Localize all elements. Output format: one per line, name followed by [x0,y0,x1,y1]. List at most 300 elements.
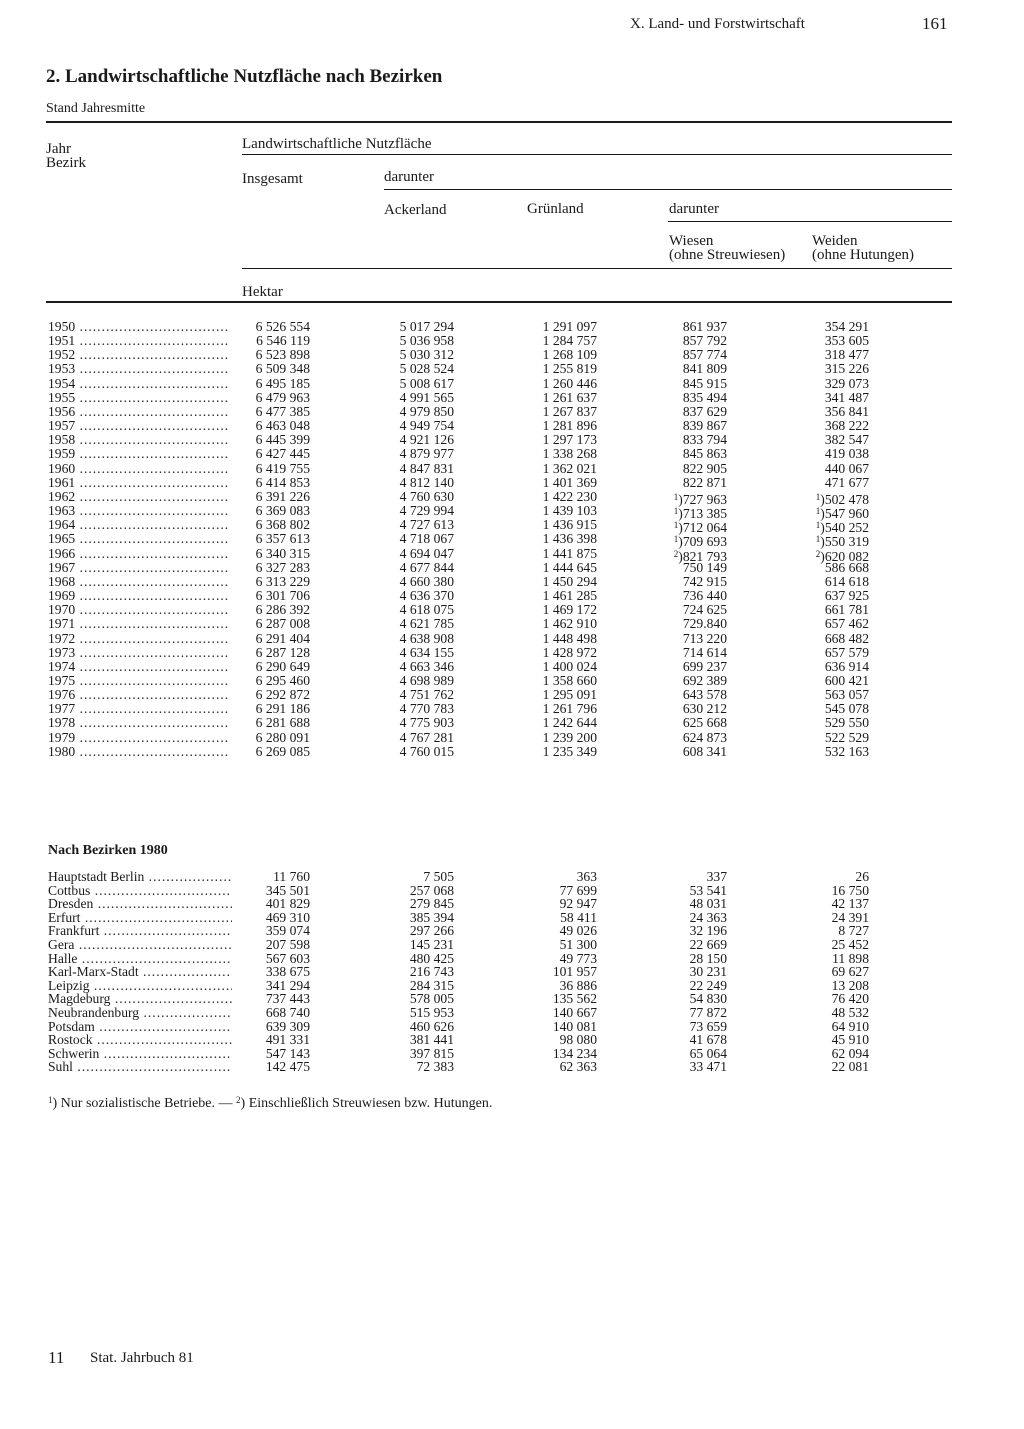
cell-value: 6 368 802 [255,517,310,533]
cell-insgesamt [256,660,310,674]
cell-value: 315 226 [824,361,869,377]
cell-value: 822 905 [682,460,727,476]
cell-insgesamt [256,320,310,334]
cell-value: 845 863 [682,446,727,462]
cell-value: 76 420 [831,991,869,1007]
cell-gruenland [543,320,597,334]
cell-value: 857 774 [682,347,727,363]
cell-ackerland [400,419,454,433]
cell-value: 550 319 [824,534,869,550]
cell-weiden [825,617,869,631]
cell-value: 668 482 [824,630,869,646]
cell-value: 5 008 617 [399,375,454,391]
cell-weiden [825,348,869,362]
cell-value: 1 284 757 [542,333,597,349]
cell-value: 4 621 785 [399,616,454,632]
cell-wiesen [683,433,727,447]
cell-weiden: $^1$)540 252 [815,520,869,536]
cell-ackerland [400,632,454,646]
cell-gruenland [543,674,597,688]
cell-gruenland [543,561,597,575]
cell-value: 4 638 908 [399,630,454,646]
cell-value: 4 760 630 [399,488,454,504]
cell-value: 26 [855,869,869,884]
cell-value: 724 625 [682,602,727,618]
cell-value: 5 017 294 [399,319,454,334]
cell-value: 30 231 [689,964,727,980]
row-label: Frankfurt ..... [48,924,232,938]
header-bottom-rule [46,301,952,303]
cell-wiesen [683,688,727,702]
cell-value: 6 495 185 [255,375,310,391]
cell-gruenland [543,490,597,504]
cell-weiden [825,731,869,745]
cell-gruenland [543,745,597,759]
row-label: Leipzig ..... [48,979,232,993]
cell-wiesen [683,561,727,575]
row-label: 1961 ..... [48,476,228,490]
cell-wiesen [683,617,727,631]
row-label: 1975 ..... [48,674,228,688]
row-label: 1973 ..... [48,646,228,660]
cell-wiesen [683,405,727,419]
cell-value: 1 469 172 [542,602,597,618]
cell-value: 835 494 [682,389,727,405]
cell-weiden [825,646,869,660]
cell-value: 6 290 649 [255,658,310,674]
cell-value: 6 463 048 [255,418,310,434]
row-label: 1950 ..... [48,320,228,334]
footnote-mark-2: 2 [236,1095,241,1105]
cell-value: 4 698 989 [399,673,454,688]
group-header: Landwirtschaftliche Nutzfläche [242,136,432,152]
cell-value: 742 915 [682,573,727,589]
cell-value: 1 448 498 [542,630,597,646]
cell-value: 547 960 [824,506,869,522]
cell-value: 1 267 837 [542,403,597,419]
row-label: Dresden ..... [48,897,232,911]
running-header-section: X. Land- und Forstwirtschaft [630,16,805,32]
cell-value: 713 220 [682,630,727,646]
cell-value: 1 401 369 [542,474,597,490]
cell-value: 5 028 524 [399,361,454,377]
row-label: Halle ..... [48,952,232,966]
publication-footer: Stat. Jahrbuch 81 [90,1350,194,1366]
footnote-ref: 1 [815,534,821,545]
cell-value: 563 057 [824,687,869,703]
cell-gruenland [543,462,597,476]
cell-value: 4 663 346 [399,658,454,674]
row-label: Schwerin ..... [48,1047,232,1061]
cell-wiesen [683,660,727,674]
cell-value: 4 677 844 [399,559,454,575]
cell-value: 845 915 [682,375,727,391]
cell-value: 4 618 075 [399,602,454,618]
col-header-gruenland: Grünland [527,201,584,217]
cell-value: 62 363 [559,1059,597,1075]
cell-value: 6 419 755 [255,460,310,476]
cell-value: 4 921 126 [399,432,454,448]
col-header-darunter: darunter [384,169,434,185]
cell-value: 469 310 [265,909,310,925]
cell-value: 363 [576,869,597,884]
cell-weiden [825,334,869,348]
cell-value: 657 579 [824,644,869,660]
cell-weiden: $^1$)550 319 [815,534,869,550]
cell-gruenland [543,603,597,617]
cell-value: 101 957 [552,964,597,980]
cell-value: 6 291 404 [255,630,310,646]
cell-weiden [825,320,869,334]
footnote-ref: 2 [673,548,679,559]
cell-value: 279 845 [409,896,454,912]
row-label: 1968 ..... [48,575,228,589]
cell-value: 586 668 [824,559,869,575]
cell-insgesamt [256,462,310,476]
row-label: Karl-Marx-Stadt ..... [48,965,232,979]
cell-wiesen [683,674,727,688]
cell-value: 6 327 283 [255,559,310,575]
footnote-ref: 1 [815,491,821,502]
cell-value: 28 150 [689,950,727,966]
row-label: Cottbus ..... [48,884,232,898]
cell-value: 460 626 [409,1018,454,1034]
cell-value: 1 461 285 [542,588,597,604]
unit-label: Hektar [242,284,283,300]
cell-value: 6 391 226 [255,488,310,504]
cell-value: 727 963 [682,491,727,507]
cell-value: 1 242 644 [542,715,597,731]
cell-value: 737 443 [265,991,310,1007]
cell-value: 337 [706,869,727,884]
col-header-insgesamt: Insgesamt [242,171,303,187]
row-label: 1964 ..... [48,518,228,532]
cell-value: 857 792 [682,333,727,349]
col-header-weiden: Weiden [812,233,858,249]
cell-value: 11 760 [273,869,310,884]
row-label: 1967 ..... [48,561,228,575]
footnote-mark-1: 1 [48,1095,53,1105]
cell-value: 329 073 [824,375,869,391]
row-label: 1954 ..... [48,377,228,391]
cell-value: 6 546 119 [256,333,310,349]
cell-value: 636 914 [824,658,869,674]
cell-value: 73 659 [689,1018,727,1034]
cell-wiesen [683,646,727,660]
cell-value: 4 694 047 [399,545,454,561]
footnote-ref: 1 [673,506,679,517]
cell-value: 529 550 [824,715,869,731]
cell-gruenland [543,377,597,391]
cell-insgesamt [256,490,310,504]
cell-wiesen [683,603,727,617]
cell-insgesamt [256,646,310,660]
cell-value: 471 677 [824,474,869,490]
cell-insgesamt [256,447,310,461]
cell-insgesamt [256,391,310,405]
cell-ackerland [400,334,454,348]
footnote-text-2: Einschließlich Streuwiesen bzw. Hutungen. [248,1096,493,1111]
cell-wiesen: $^2$)821 793 [673,548,727,564]
cell-value: 657 462 [824,616,869,632]
cell-ackerland [400,716,454,730]
header-darunter-rule [384,189,952,190]
cell-weiden [825,462,869,476]
cell-value: 1 255 819 [542,361,597,377]
footnote-ref: 1 [673,534,679,545]
cell-value: 6 340 315 [255,545,310,561]
cell-gruenland [543,419,597,433]
row-label: Suhl ..... [48,1060,232,1074]
cell-value: 6 357 613 [255,531,310,547]
cell-value: 216 743 [409,964,454,980]
cell-insgesamt [256,674,310,688]
cell-value: 6 313 229 [255,573,310,589]
cell-ackerland [400,561,454,575]
cell-ackerland [400,702,454,716]
cell-value: 692 389 [682,673,727,688]
cell-value: 1 268 109 [542,347,597,363]
cell-value: 624 873 [682,729,727,745]
cell-ackerland [400,504,454,518]
row-label: 1970 ..... [48,603,228,617]
col-header-weiden-sub: (ohne Hutungen) [812,247,915,263]
cell-value: 1 362 021 [542,460,597,476]
cell-value: 4 636 370 [399,588,454,604]
footnotes: $^1$) Nur sozialistische Betriebe. — $^2$) Einschließlich Streuwiesen bzw. Hutungen. [48,1095,493,1111]
cell-value: 4 770 783 [399,701,454,717]
cell-wiesen [683,348,727,362]
cell-value: 1 338 268 [542,446,597,462]
footnote-ref: 1 [815,506,821,517]
cell-value: 6 479 963 [255,389,310,405]
cell-wiesen: $^1$)712 064 [673,520,727,536]
row-label: 1979 ..... [48,731,228,745]
cell-value: 1 261 796 [542,701,597,717]
cell-insgesamt [256,603,310,617]
cell-value: 6 280 091 [255,729,310,745]
footnote-ref: 1 [673,520,679,531]
cell-gruenland [543,646,597,660]
cell-value: 341 487 [824,389,869,405]
cell-weiden [825,362,869,376]
cell-value: 480 425 [409,950,454,966]
cell-value: 381 441 [409,1032,454,1048]
cell-gruenland [543,504,597,518]
cell-value: 4 718 067 [399,531,454,547]
cell-weiden [825,603,869,617]
cell-value: 729.840 [682,616,727,632]
cell-ackerland [400,490,454,504]
cell-insgesamt [256,334,310,348]
col-header-darunter-2: darunter [669,201,719,217]
cell-wiesen [683,745,727,759]
cell-value: 25 452 [831,937,869,952]
cell-value: 385 394 [409,909,454,925]
cell-value: 1 400 024 [542,658,597,674]
cell-ackerland [400,646,454,660]
cell-value: 32 196 [689,923,727,939]
cell-value: 578 005 [409,991,454,1007]
cell-gruenland [543,632,597,646]
cell-value: 24 391 [831,909,869,925]
row-label: Gera ..... [48,938,232,952]
row-label: 1978 ..... [48,716,228,730]
cell-gruenland [560,1060,597,1074]
cell-insgesamt [256,419,310,433]
cell-wiesen [683,716,727,730]
cell-value: 6 414 853 [255,474,310,490]
cell-ackerland [400,745,454,759]
cell-value: 4 847 831 [399,460,454,476]
cell-ackerland [400,518,454,532]
table-subtitle: Stand Jahresmitte [46,101,146,116]
cell-value: 5 030 312 [399,347,454,363]
row-label: 1958 ..... [48,433,228,447]
row-label: Magdeburg ..... [48,992,232,1006]
cell-weiden [825,660,869,674]
cell-weiden: $^1$)547 960 [815,506,869,522]
stub-header-year: Jahr [46,141,71,157]
cell-value: 4 729 994 [399,503,454,519]
cell-insgesamt [256,716,310,730]
cell-value: 625 668 [682,715,727,731]
cell-value: 4 949 754 [399,418,454,434]
header-group-rule [242,154,952,155]
cell-ackerland [400,447,454,461]
cell-value: 567 603 [265,950,310,966]
cell-value: 69 627 [831,964,869,980]
cell-value: 6 523 898 [255,347,310,363]
cell-value: 4 991 565 [399,389,454,405]
cell-value: 1 450 294 [542,573,597,589]
cell-value: 11 898 [832,950,869,966]
cell-gruenland [543,731,597,745]
cell-gruenland [543,688,597,702]
footnote-ref: 1 [815,520,821,531]
cell-value: 297 266 [409,923,454,939]
cell-weiden: $^2$)620 082 [815,548,869,564]
cell-ackerland [400,320,454,334]
cell-value: 1 439 103 [542,503,597,519]
cell-value: 356 841 [824,403,869,419]
cell-value: 643 578 [682,687,727,703]
cell-ackerland [400,462,454,476]
cell-value: 6 369 083 [255,503,310,519]
cell-weiden [825,561,869,575]
cell-gruenland [543,660,597,674]
cell-value: 6 286 392 [255,602,310,618]
cell-value: 65 064 [689,1045,727,1061]
cell-value: 1 260 446 [542,375,597,391]
cell-wiesen: $^1$)713 385 [673,506,727,522]
cell-value: 382 547 [824,432,869,448]
cell-ackerland [400,405,454,419]
cell-insgesamt [256,532,310,546]
cell-insgesamt [256,575,310,589]
cell-value: 77 872 [689,1005,727,1020]
cell-ackerland [400,688,454,702]
row-label: Erfurt ..... [48,911,232,925]
cell-wiesen [683,320,727,334]
cell-value: 4 727 613 [399,517,454,533]
cell-value: 368 222 [824,418,869,434]
cell-value: 58 411 [560,909,597,925]
cell-value: 45 910 [831,1032,869,1048]
cell-value: 712 064 [682,520,727,536]
cell-value: 1 422 230 [542,488,597,504]
cell-value: 547 143 [265,1045,310,1061]
cell-gruenland [543,702,597,716]
row-label: Neubrandenburg ..... [48,1006,232,1020]
cell-gruenland [543,348,597,362]
cell-weiden: $^1$)502 478 [815,491,869,507]
cell-value: 341 294 [265,977,310,993]
cell-value: 135 562 [552,991,597,1007]
cell-value: 22 249 [689,977,727,993]
cell-ackerland [400,476,454,490]
sheet-number: 11 [48,1348,65,1367]
cell-value: 630 212 [682,701,727,717]
cell-value: 833 794 [682,432,727,448]
cell-value: 4 879 977 [399,446,454,462]
cell-value: 140 667 [552,1005,597,1020]
cell-value: 515 953 [409,1005,454,1020]
cell-weiden [825,405,869,419]
cell-weiden [825,745,869,759]
cell-value: 419 038 [824,446,869,462]
row-label: 1963 ..... [48,504,228,518]
col-header-ackerland: Ackerland [384,202,447,218]
cell-insgesamt [256,377,310,391]
row-label: 1972 ..... [48,632,228,646]
cell-wiesen [683,476,727,490]
cell-ackerland [400,348,454,362]
cell-value: 54 830 [689,991,727,1007]
cell-weiden [825,391,869,405]
cell-value: 821 793 [682,548,727,564]
row-label: Potsdam ..... [48,1020,232,1034]
cell-wiesen [683,447,727,461]
cell-value: 736 440 [682,588,727,604]
cell-weiden [825,476,869,490]
cell-value: 1 297 173 [542,432,597,448]
cell-weiden [825,575,869,589]
cell-value: 48 532 [831,1005,869,1020]
cell-insgesamt [256,504,310,518]
cell-insgesamt [256,589,310,603]
cell-value: 257 068 [409,882,454,898]
cell-value: 502 478 [824,491,869,507]
cell-value: 1 281 896 [542,418,597,434]
cell-value: 92 947 [559,896,597,912]
cell-value: 4 979 850 [399,403,454,419]
cell-value: 1 235 349 [542,743,597,759]
cell-gruenland [543,547,597,561]
cell-value: 140 081 [552,1018,597,1034]
cell-value: 41 678 [689,1032,727,1048]
cell-ackerland [400,617,454,631]
row-label: Hauptstadt Berlin ..... [48,870,232,884]
cell-ackerland [400,731,454,745]
cell-value: 714 614 [682,644,727,660]
cell-value: 16 750 [831,882,869,898]
cell-value: 841 809 [682,361,727,377]
row-label: 1951 ..... [48,334,228,348]
cell-value: 822 871 [682,474,727,490]
row-label: 1980 ..... [48,745,228,759]
row-label: 1952 ..... [48,348,228,362]
